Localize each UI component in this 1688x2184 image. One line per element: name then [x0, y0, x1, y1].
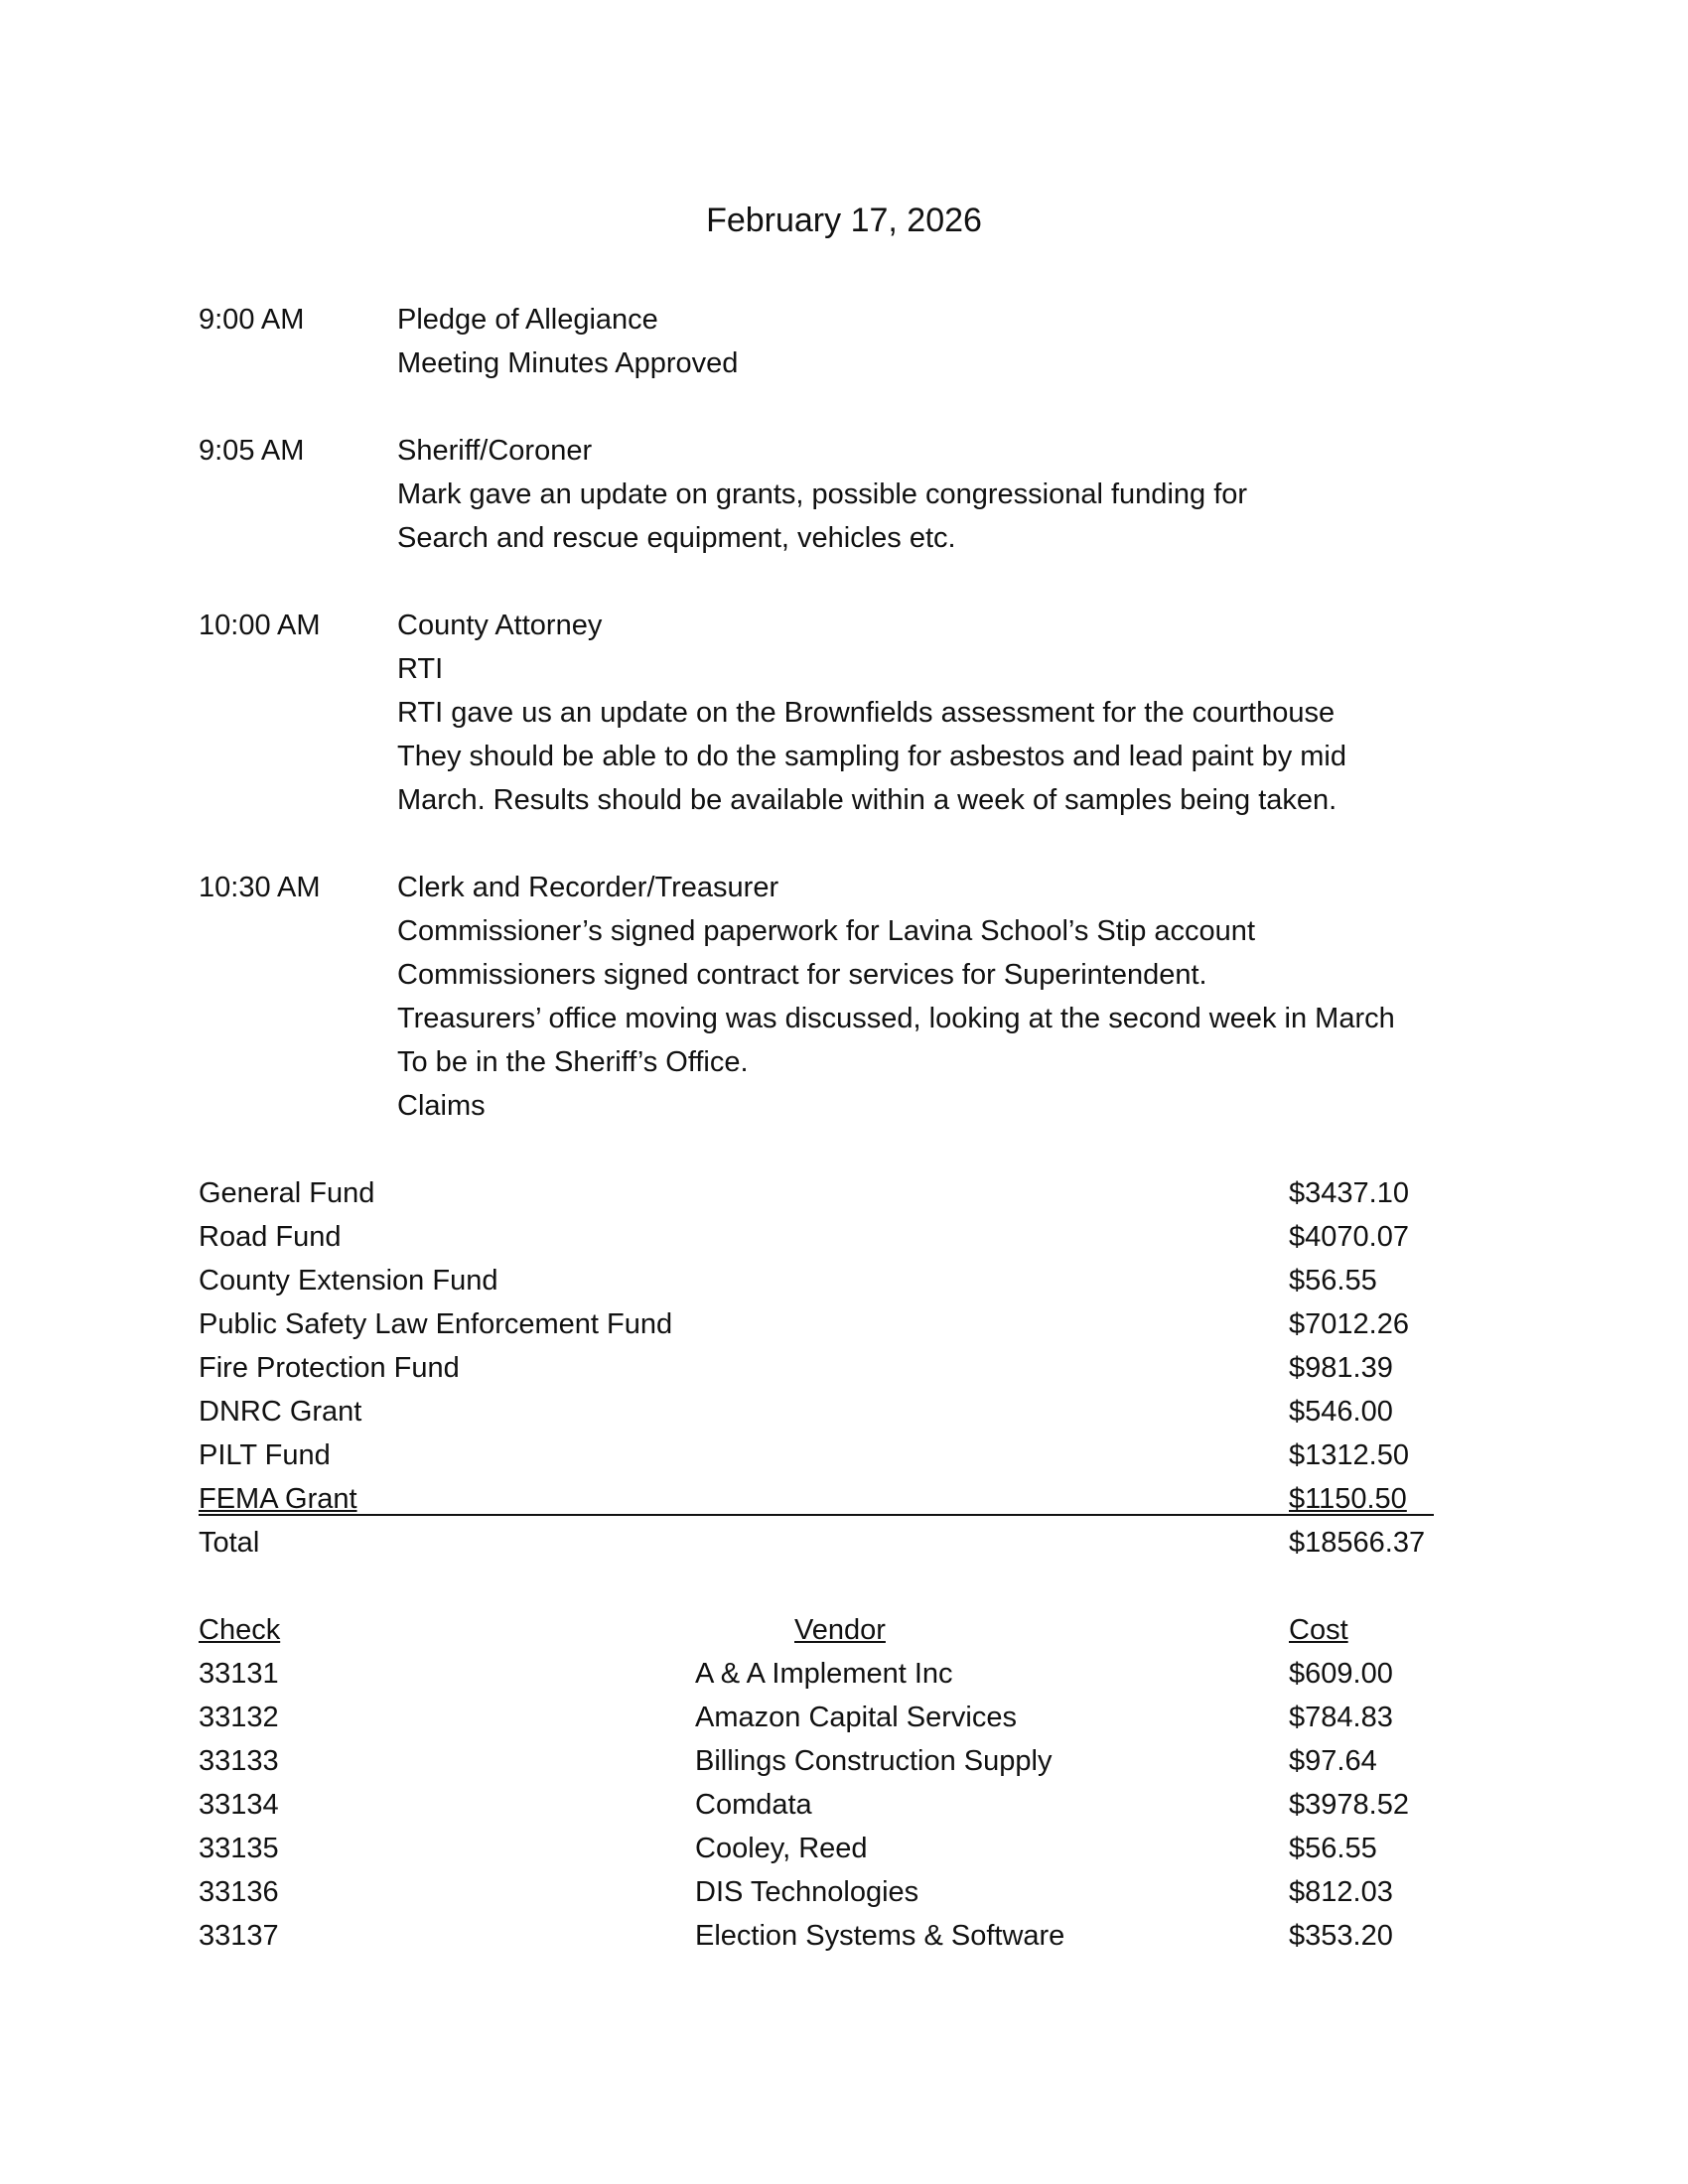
fund-amount: $1312.50	[1289, 1439, 1409, 1471]
fund-amount: $1150.50	[1289, 1483, 1407, 1515]
check-row	[199, 1783, 1440, 1827]
fund-row	[199, 1346, 1440, 1390]
check-vendor: Comdata	[695, 1789, 812, 1821]
agenda-entry	[199, 604, 1539, 822]
check-row	[199, 1652, 1440, 1696]
check-vendor: A & A Implement Inc	[695, 1658, 953, 1690]
agenda-line: Search and rescue equipment, vehicles etc.	[397, 522, 956, 554]
fund-name: FEMA Grant	[199, 1483, 357, 1515]
total-label: Total	[199, 1527, 260, 1559]
check-cost: $784.83	[1289, 1702, 1393, 1733]
fund-amount: $4070.07	[1289, 1221, 1409, 1253]
check-cost: $353.20	[1289, 1920, 1393, 1952]
agenda-line: Pledge of Allegiance	[397, 304, 658, 336]
fund-name: General Fund	[199, 1177, 375, 1209]
fund-row	[199, 1433, 1440, 1477]
check-number: 33134	[199, 1789, 279, 1821]
agenda-line: Commissioners signed contract for services for Superintendent.	[397, 959, 1207, 991]
check-vendor: Billings Construction Supply	[695, 1745, 1053, 1777]
check-row	[199, 1870, 1440, 1914]
agenda-entry	[199, 866, 1539, 1128]
check-vendor: Cooley, Reed	[695, 1833, 868, 1864]
fund-row	[199, 1215, 1440, 1259]
check-number: 33131	[199, 1658, 279, 1690]
check-number: 33132	[199, 1702, 279, 1733]
fund-name: DNRC Grant	[199, 1396, 362, 1428]
agenda-entry	[199, 429, 1539, 560]
check-number: 33135	[199, 1833, 279, 1864]
cost-header: Cost	[1289, 1614, 1348, 1646]
agenda-line: Commissioner’s signed paperwork for Lavina School’s Stip account	[397, 915, 1255, 947]
check-cost: $3978.52	[1289, 1789, 1409, 1821]
fund-amount: $3437.10	[1289, 1177, 1409, 1209]
check-register	[199, 1608, 1440, 1958]
total-amount: $18566.37	[1289, 1527, 1426, 1559]
total-divider	[199, 1514, 1434, 1516]
fund-name: Public Safety Law Enforcement Fund	[199, 1308, 673, 1340]
check-row	[199, 1739, 1440, 1783]
agenda-line: To be in the Sheriff’s Office.	[397, 1046, 749, 1078]
check-row	[199, 1914, 1440, 1958]
agenda-time: 10:30 AM	[199, 872, 321, 903]
check-vendor: Amazon Capital Services	[695, 1702, 1017, 1733]
check-vendor: DIS Technologies	[695, 1876, 919, 1908]
agenda-line: Treasurers’ office moving was discussed, looking at the second week in March	[397, 1003, 1395, 1034]
fund-row	[199, 1302, 1440, 1346]
check-number: 33137	[199, 1920, 279, 1952]
agenda-time: 9:05 AM	[199, 435, 305, 467]
check-cost: $609.00	[1289, 1658, 1393, 1690]
agenda-line: RTI gave us an update on the Brownfields assessment for the courthouse	[397, 697, 1336, 729]
claims-fund-list	[199, 1171, 1440, 1565]
agenda-line: County Attorney	[397, 610, 603, 641]
check-row	[199, 1696, 1440, 1739]
fund-amount: $981.39	[1289, 1352, 1393, 1384]
fund-amount: $546.00	[1289, 1396, 1393, 1428]
fund-name: PILT Fund	[199, 1439, 331, 1471]
check-row	[199, 1827, 1440, 1870]
agenda-line: Sheriff/Coroner	[397, 435, 593, 467]
agenda-line: Meeting Minutes Approved	[397, 347, 739, 379]
check-header-row	[199, 1608, 1440, 1652]
agenda-entry	[199, 298, 1539, 385]
total-row	[199, 1521, 1440, 1565]
agenda-line: RTI	[397, 653, 444, 685]
fund-amount: $56.55	[1289, 1265, 1377, 1297]
agenda-line: Mark gave an update on grants, possible congressional funding for	[397, 478, 1248, 510]
agenda-time: 9:00 AM	[199, 304, 305, 336]
vendor-header: Vendor	[794, 1614, 886, 1646]
check-cost: $812.03	[1289, 1876, 1393, 1908]
fund-row	[199, 1477, 1440, 1521]
agenda-line: Clerk and Recorder/Treasurer	[397, 872, 779, 903]
agenda-time: 10:00 AM	[199, 610, 321, 641]
agenda	[199, 298, 1539, 1171]
fund-amount: $7012.26	[1289, 1308, 1409, 1340]
check-cost: $97.64	[1289, 1745, 1377, 1777]
check-vendor: Election Systems & Software	[695, 1920, 1065, 1952]
fund-row	[199, 1171, 1440, 1215]
agenda-line: Claims	[397, 1090, 486, 1122]
agenda-line: March. Results should be available within a week of samples being taken.	[397, 784, 1337, 816]
check-number: 33133	[199, 1745, 279, 1777]
check-number: 33136	[199, 1876, 279, 1908]
check-cost: $56.55	[1289, 1833, 1377, 1864]
fund-row	[199, 1259, 1440, 1302]
fund-row	[199, 1390, 1440, 1433]
fund-name: County Extension Fund	[199, 1265, 498, 1297]
check-header: Check	[199, 1614, 281, 1646]
fund-name: Fire Protection Fund	[199, 1352, 460, 1384]
meeting-date: February 17, 2026	[706, 202, 982, 239]
agenda-line: They should be able to do the sampling for asbestos and lead paint by mid	[397, 741, 1346, 772]
fund-name: Road Fund	[199, 1221, 342, 1253]
